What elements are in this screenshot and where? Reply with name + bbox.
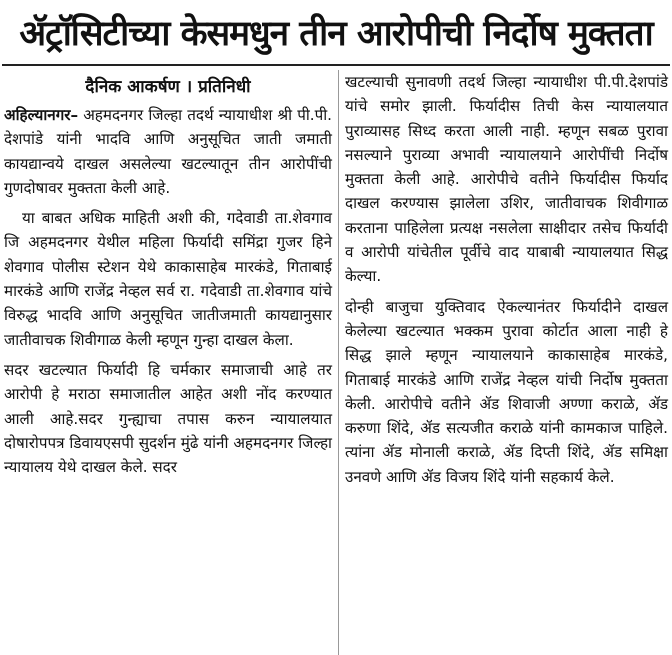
article-paragraph: खटल्याची सुनावणी तदर्थ जिल्हा न्यायाधीश पी.पी.देशपांडे यांचे समोर झाली. फिर्यादीस तिची केस न्यायालयात पुराव्यासह सिध्द करता आली नाही. म्हणून सबळ पुरावा नसल्याने पुराव्या अभावी न्यायालयाने आरोपींची निर्दोष मुक्तता केली आहे. आरोपीचे वतीने फिर्यादीस फिर्याद दाखल करण्यास झालेला उशिर, जातीवाचक शिवीगाळ करताना पाहिलेला प्रत्यक्ष नसलेला साक्षीदार तसेच फिर्यादी व आरोपी यांचेतील पूर्वीचे वाद याबाबी न्यायालयात सिद्ध केल्या. (345, 73, 668, 286)
column-divider (338, 70, 339, 655)
left-column (4, 72, 332, 485)
byline: दैनिक आकर्षण । प्रतिनिधी (85, 77, 251, 97)
article-paragraph (4, 103, 332, 200)
article-paragraph: सदर खटल्यात फिर्यादी हि चर्मकार समाजाची आहे तर आरोपी हे मराठा समाजातील आहेत अशी नोंद करण्यात आली आहे.सदर गुन्ह्याचा तपास करुन न्यायालयात दोषारोपपत्र डिवायएसपी सुदर्शन मुंढे यांनी अहमदनगर जिल्हा न्यायालय येथे दाखल केले. सदर (4, 360, 332, 477)
article-paragraph: दोन्ही बाजुचा युक्तिवाद ऐकल्यानंतर फिर्यादीने दाखल केलेल्या खटल्यात भक्कम पुरावा कोर्टात आला नाही हे सिद्ध झाले म्हणून न्यायालयाने काकासाहेब मारकंडे, गिताबाई मारकंडे आणि राजेंद्र नेव्हल यांची निर्दोष मुक्तता केली. आरोपीचे वतीने ॲड शिवाजी अण्णा कराळे, ॲड करुणा शिंदे, ॲड सत्यजीत कराळे यांनी कामकाज पाहिले. त्यांना ॲड मोनाली कराळे, ॲड दिप्ती शिंदे, ॲड समिक्षा उनवणे आणि ॲड विजय शिंदे यांनी सहकार्य केले. (345, 297, 668, 486)
headline: ॲट्रॉसिटीच्या केसमधुन तीन आरोपीची निर्दोष मुक्तता (19, 13, 653, 54)
headline-rule (2, 64, 670, 66)
dateline: अहिल्यानगर– (4, 106, 79, 124)
paragraph-text: अहमदनगर जिल्हा तदर्थ न्यायाधीश श्री पी.पी. देशपांडे यांनी भादवि आणि अनुसूचित जाती जमाती कायद्यान्वये दाखल असलेल्या खटल्यातून तीन आरोपींची गुणदोषावर मुक्तता केली आहे. (4, 106, 333, 197)
article-paragraph: या बाबत अधिक माहिती अशी की, गदेवाडी ता.शेवगाव जि अहमदनगर येथील महिला फिर्यादी समिंद्रा गुजर हिने शेवगाव पोलीस स्टेशन येथे काकासाहेब मारकंडे, गिताबाई मारकंडे आणि राजेंद्र नेव्हल सर्व रा. गदेवाडी ता.शेवगाव यांचे विरुद्ध भादवि आणि अनुसूचित जातीजमाती कायद्यानुसार जातीवाचक शिवीगाळ केली म्हणून गुन्हा दाखल केला. (4, 209, 332, 349)
right-column (345, 70, 668, 495)
